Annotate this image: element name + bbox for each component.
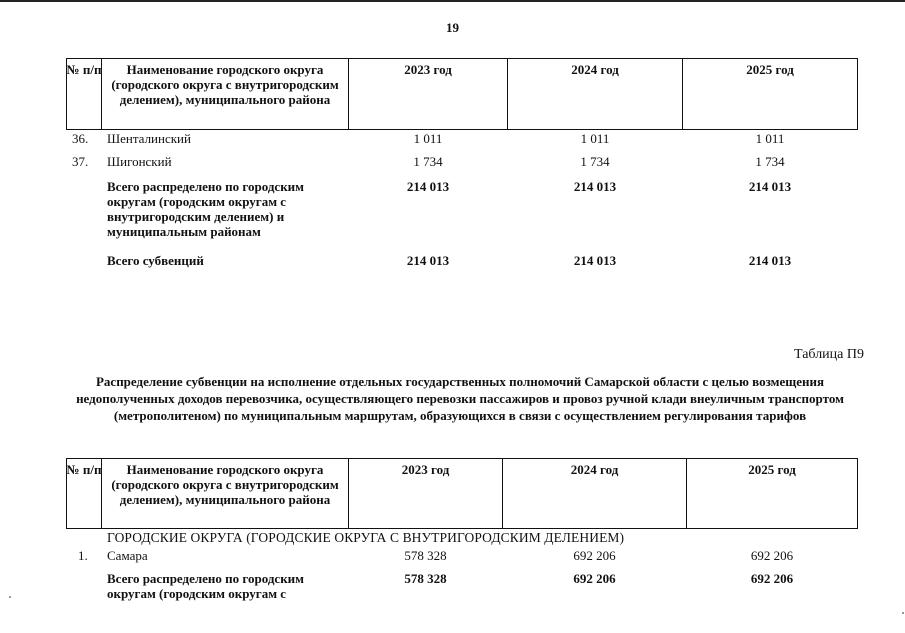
row-num: 1.	[78, 548, 88, 563]
row-name: Самара	[107, 548, 148, 563]
table2-header-name: Наименование городского округа (городского округа с внутригородским делением), муниципального района	[111, 462, 339, 507]
row-2025: 1 011	[755, 131, 785, 146]
table2-header-2025: 2025 год	[748, 462, 796, 477]
table1-header-bottom-border	[66, 129, 857, 130]
table1-header-2025: 2025 год	[746, 62, 794, 77]
row-name: Шенталинский	[107, 131, 191, 146]
table2-header-divider	[857, 458, 858, 529]
table2-header-top-border	[66, 458, 857, 459]
table1-header-num: № п/п	[66, 62, 102, 77]
total-distributed-label: Всего распределено по городским округам (городским округам с внутригородским делением) и муниципальным районам	[107, 179, 305, 239]
total-2025: 214 013	[748, 179, 792, 194]
row-num: 36.	[72, 131, 89, 146]
total-2024: 214 013	[573, 179, 617, 194]
table1-header-top-border	[66, 58, 857, 59]
total-2023: 214 013	[406, 179, 450, 194]
table1-header-divider	[857, 58, 858, 130]
table2-header-bottom-border	[66, 528, 857, 529]
scan-speck	[902, 612, 904, 614]
subventions-2023: 214 013	[406, 253, 450, 268]
table2-header-2023: 2023 год	[401, 462, 450, 477]
table2-header-num: № п/п	[66, 462, 102, 477]
row-num: 37.	[72, 154, 89, 169]
row-2025: 692 206	[750, 548, 794, 563]
total-2024: 692 206	[573, 571, 616, 586]
page-top-border	[0, 0, 905, 2]
table2-header-2024: 2024 год	[570, 462, 619, 477]
total-2025: 692 206	[750, 571, 794, 586]
total-subventions-label: Всего субвенций	[107, 253, 204, 268]
row-2024: 1 734	[580, 154, 610, 169]
subventions-2025: 214 013	[748, 253, 792, 268]
row-name: Шигонский	[107, 154, 172, 169]
table-label: Таблица П9	[794, 347, 864, 362]
row-2023: 578 328	[404, 548, 447, 563]
total-distributed-label: Всего распределено по городским округам (городским округам с	[107, 571, 305, 601]
row-2024: 692 206	[573, 548, 616, 563]
row-2023: 1 011	[413, 131, 443, 146]
subventions-2024: 214 013	[573, 253, 617, 268]
total-2023: 578 328	[404, 571, 447, 586]
row-2025: 1 734	[755, 154, 785, 169]
table1-header-2023: 2023 год	[404, 62, 452, 77]
page-number: 19	[446, 20, 459, 35]
table1-header-name: Наименование городского округа (городского округа с внутригородским делением), муниципального района	[111, 62, 339, 107]
row-2023: 1 734	[413, 154, 443, 169]
section-heading: ГОРОДСКИЕ ОКРУГА (ГОРОДСКИЕ ОКРУГА С ВНУТРИГОРОДСКИМ ДЕЛЕНИЕМ)	[107, 530, 625, 545]
row-2024: 1 011	[580, 131, 610, 146]
table-title: Распределение субвенции на исполнение отдельных государственных полномочий Самарской области с целью возмещения недополученных доходов перевозчика, осуществляющего перевозки пассажиров и провоз ручной клади внеуличным транспортом (метрополитеном) по муниципальным маршрутам, образующихся в связи с осуществлением регулирования тарифов	[76, 374, 844, 423]
table1-header-2024: 2024 год	[571, 62, 619, 77]
scan-speck	[9, 596, 11, 598]
